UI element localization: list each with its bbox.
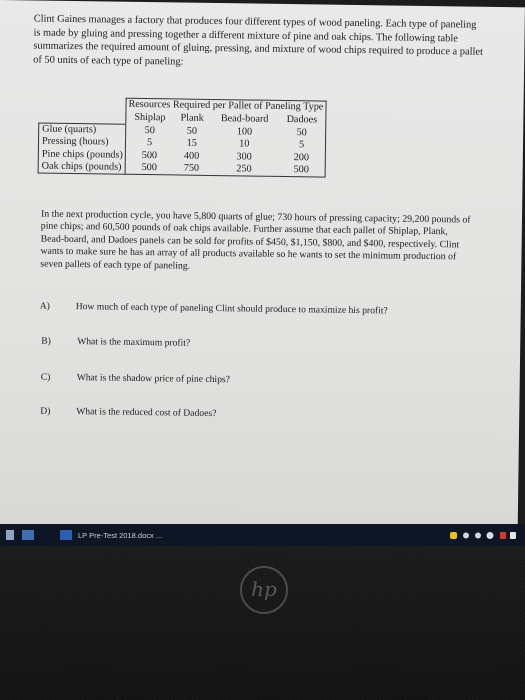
row-label: Pressing (hours) [38, 136, 125, 150]
table-cell: 10 [239, 138, 250, 150]
question-text: What is the reduced cost of Dadoes? [76, 406, 217, 420]
table-cell: 50 [278, 126, 325, 140]
laptop-bezel [0, 546, 525, 700]
tray-update-icon [487, 532, 494, 539]
table-cell: 15 [186, 137, 197, 150]
table-cell: 250 [210, 163, 278, 177]
taskbar [0, 524, 525, 546]
taskbar-item-document[interactable]: LP Pre-Test 2018.docx ... [78, 531, 163, 540]
table-cell: 500 [141, 149, 158, 161]
row-label: Pine chips (pounds) [38, 148, 125, 162]
intro-paragraph: Clint Gaines manages a factory that produces four different types of wood paneling. Each type of paneling is made by gluing and pressing together a different mixture of pine and oak chips. The following table summarizes the required amount of gluing, pressing, and mixture of wood chips required to produce a pallet of 50 units of each type of paneling: [33, 13, 483, 68]
tray-red-icon [500, 532, 506, 539]
word-icon[interactable] [60, 530, 72, 540]
table-cell: 750 [173, 162, 210, 175]
table-cell: 50 [144, 124, 155, 136]
col-header-bead-board: Bead-board [220, 112, 269, 125]
col-header-plank: Plank [180, 112, 204, 124]
question-label: B) [41, 335, 51, 347]
tray-yellow-icon [450, 532, 457, 539]
col-header-dadoes: Dadoes [279, 113, 326, 127]
question-label: C) [40, 371, 51, 383]
table-cell: 500 [125, 162, 173, 176]
table-cell: 100 [236, 126, 253, 138]
row-label: Oak chips (pounds) [38, 161, 125, 175]
table-caption: Resources Required per Pallet of Paneling Type [126, 98, 326, 114]
question-label: D) [40, 405, 51, 417]
table-cell: 5 [278, 139, 325, 152]
resources-table [38, 97, 327, 178]
table-cell: 50 [186, 125, 198, 137]
table-row [38, 161, 325, 178]
table-cell: 5 [146, 137, 153, 149]
question-text: How much of each type of paneling Clint should produce to maximize his profit? [75, 301, 388, 317]
row-label: Glue (quarts) [39, 123, 126, 137]
col-header-shiplap: Shiplap [126, 111, 174, 125]
hp-logo: hp [240, 566, 288, 614]
store-icon[interactable] [22, 530, 34, 540]
question-text: What is the shadow price of pine chips? [76, 372, 230, 386]
table-cell: 400 [183, 150, 200, 162]
tray-white-icon [510, 532, 516, 539]
table-cell: 500 [278, 164, 325, 178]
constraints-paragraph: In the next production cycle, you have 5,800 quarts of glue; 730 hours of pressing capacity; 29,200 pounds of pine chips; and 60,500 pounds of oak chips available. Further assume that each pallet of Shiplap, Plank, Bead-board, and Dadoes panels can be sold for profits of $450, $1,150, $800, and $400, respectively. Clint wants to make sure he has an array of all products available so he wants to set the minimum production of seven pallets of each type of paneling. [40, 208, 471, 272]
table-cell: 200 [278, 151, 325, 164]
system-tray [450, 529, 522, 542]
folder-icon[interactable] [6, 530, 14, 540]
tray-network-icon [463, 533, 469, 539]
table-cell: 300 [236, 151, 252, 163]
question-label: A) [39, 300, 50, 312]
question-text: What is the maximum profit? [77, 336, 191, 349]
tray-sound-icon [475, 533, 481, 539]
